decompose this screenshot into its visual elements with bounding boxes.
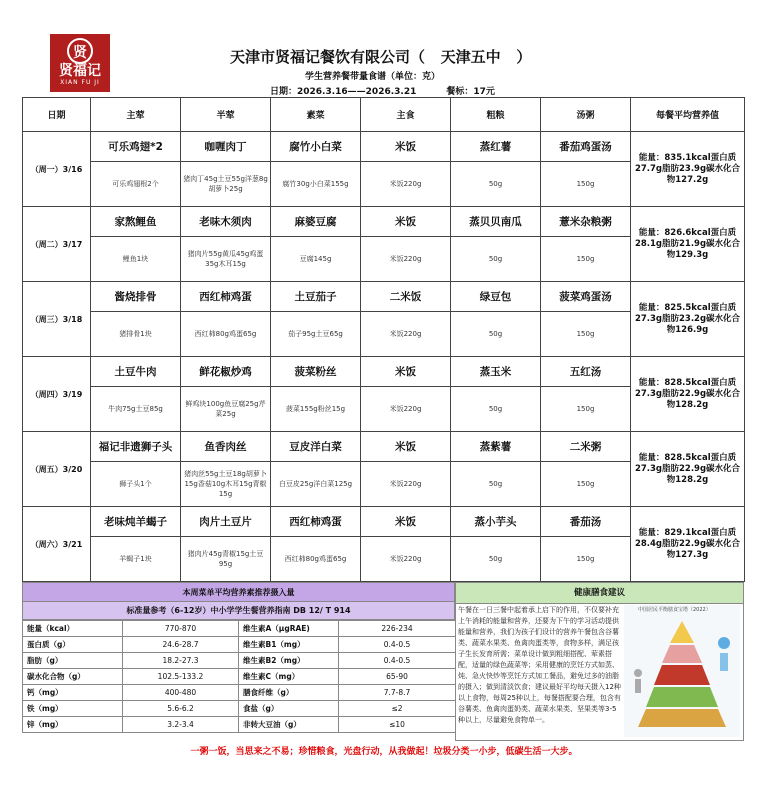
dish-ingredients: 米饭220g	[361, 387, 451, 432]
advice-panel-title: 健康膳食建议	[456, 583, 743, 604]
pyramid-icon	[624, 613, 740, 731]
dish-ingredients: 米饭220g	[361, 462, 451, 507]
column-header: 半荤	[181, 98, 271, 132]
nutrient-range: 5.6-6.2	[123, 701, 239, 717]
dish-name: 麻婆豆腐	[271, 207, 361, 237]
nutrient-range: ≤2	[339, 701, 456, 717]
dish-name: 西红柿鸡蛋	[271, 507, 361, 537]
dish-ingredients: 50g	[451, 462, 541, 507]
nutrition-table	[22, 620, 456, 733]
dish-ingredients: 猪肉片55g黄瓜45g鸡蛋35g木耳15g	[181, 237, 271, 282]
dish-name: 米饭	[361, 207, 451, 237]
nutrient-name: 维生素C（mg）	[239, 669, 339, 685]
dish-name: 二米饭	[361, 282, 451, 312]
dish-ingredients: 米饭220g	[361, 312, 451, 357]
dish-ingredients: 猪肉丁45g土豆55g洋葱8g胡萝卜25g	[181, 162, 271, 207]
dish-name: 米饭	[361, 357, 451, 387]
page-title: 天津市贤福记餐饮有限公司（ 天津五中 ）	[230, 48, 532, 66]
dish-name: 五红汤	[541, 357, 631, 387]
dish-name: 番茄鸡蛋汤	[541, 132, 631, 162]
dish-ingredients: 茄子95g土豆65g	[271, 312, 361, 357]
menu-dish-row	[23, 357, 745, 387]
dish-ingredients: 150g	[541, 312, 631, 357]
nutrient-name: 非转大豆油（g）	[239, 717, 339, 733]
page-subtitle: 学生营养餐带量食谱（单位：克）	[305, 72, 441, 82]
menu-dish-row	[23, 132, 745, 162]
nutrition-value: 能量：828.5kcal蛋白质27.3g脂肪22.9g碳水化合物128.2g	[631, 432, 745, 507]
dish-ingredients: 50g	[451, 537, 541, 582]
nutrition-value: 能量：829.1kcal蛋白质28.4g脂肪22.9g碳水化合物127.3g	[631, 507, 745, 582]
nutrition-row	[23, 701, 456, 717]
dish-name: 鱼香肉丝	[181, 432, 271, 462]
dish-ingredients: 150g	[541, 237, 631, 282]
nutrition-standard: 标准量参考（6-12岁）中小学学生餐营养指南 DB 12/ T 914	[22, 602, 455, 620]
nutrient-range: 400-480	[123, 685, 239, 701]
dish-name: 老味木须肉	[181, 207, 271, 237]
nutrition-row	[23, 717, 456, 733]
advice-panel	[455, 582, 744, 741]
dish-name: 蒸紫薯	[451, 432, 541, 462]
column-header: 主荤	[91, 98, 181, 132]
dish-name: 蒸小芋头	[451, 507, 541, 537]
menu-dish-row	[23, 507, 745, 537]
meal-fee: 餐标：17元	[446, 87, 495, 97]
advice-text: 午餐在一日三餐中起着承上启下的作用，不仅要补充上午消耗的能量和营养，还要为下午的学习活动提供能量和营养，我们为孩子们设计的营养午餐包含谷薯类、蔬菜水果类、鱼禽肉蛋类等，食物多样，满足孩子生长发育所需；菜单设计做到粗细搭配、荤素搭配，适量的绿色蔬菜等；采用健康的烹饪方式如蒸、炖、急火快炒等烹饪方式加工餐品，避免过多的油脂的摄入；做到清淡饮食；建议最好平均每天摄入12种以上食物，每周25种以上，每餐搭配要合理，包含有谷薯类、鱼禽肉蛋奶类、蔬菜水果类、坚果类等3-5种以上，尽量避免食物单一。	[458, 606, 621, 724]
dish-name: 家熬鲤鱼	[91, 207, 181, 237]
date-range: 日期：2026.3.16——2026.3.21	[270, 87, 417, 97]
lower-section	[22, 582, 744, 741]
nutrient-name: 维生素B1（mg）	[239, 637, 339, 653]
day-label: （周三）3/18	[23, 282, 91, 357]
menu-dish-row	[23, 282, 745, 312]
column-header: 汤粥	[541, 98, 631, 132]
nutrient-name: 脂肪（g）	[23, 653, 123, 669]
nutrient-name: 能量（kcal）	[23, 621, 123, 637]
dish-name: 菠菜粉丝	[271, 357, 361, 387]
logo-seal-icon: 贤	[67, 38, 93, 64]
dish-ingredients: 150g	[541, 162, 631, 207]
dish-ingredients: 猪肉丝55g土豆18g胡萝卜15g香菇10g木耳15g青椒15g	[181, 462, 271, 507]
dish-ingredients: 50g	[451, 387, 541, 432]
dish-ingredients: 猪排骨1块	[91, 312, 181, 357]
nutrient-name: 碳水化合物（g）	[23, 669, 123, 685]
dish-ingredients: 鲤鱼1块	[91, 237, 181, 282]
dish-name: 菠菜鸡蛋汤	[541, 282, 631, 312]
company-logo	[50, 34, 110, 92]
dish-ingredients: 西红柿80g鸡蛋65g	[181, 312, 271, 357]
menu-table	[22, 97, 745, 582]
dish-name: 米饭	[361, 507, 451, 537]
day-label: （周六）3/21	[23, 507, 91, 582]
nutrient-name: 膳食纤维（g）	[239, 685, 339, 701]
menu-body	[23, 132, 745, 582]
column-header: 主食	[361, 98, 451, 132]
pyramid-caption: 中国居民平衡膳食宝塔（2022）	[638, 607, 711, 613]
dish-ingredients: 150g	[541, 537, 631, 582]
dish-ingredients: 50g	[451, 312, 541, 357]
dish-ingredients: 鲜鸡块100g鱼豆腐25g芹菜25g	[181, 387, 271, 432]
dish-name: 腐竹小白菜	[271, 132, 361, 162]
dish-name: 土豆茄子	[271, 282, 361, 312]
dish-ingredients: 50g	[451, 162, 541, 207]
nutrient-name: 锌（mg）	[23, 717, 123, 733]
day-label: （周二）3/17	[23, 207, 91, 282]
column-header: 每餐平均营养值	[631, 98, 745, 132]
logo-text: 贤福记	[59, 63, 101, 79]
dish-name: 绿豆包	[451, 282, 541, 312]
dish-ingredients: 可乐鸡翅根2个	[91, 162, 181, 207]
day-label: （周四）3/19	[23, 357, 91, 432]
dish-name: 薏米杂粮粥	[541, 207, 631, 237]
nutrition-value: 能量：826.6kcal蛋白质28.1g脂肪21.9g碳水化合物129.3g	[631, 207, 745, 282]
dish-name: 土豆牛肉	[91, 357, 181, 387]
nutrient-name: 蛋白质（g）	[23, 637, 123, 653]
dish-name: 蒸贝贝南瓜	[451, 207, 541, 237]
dish-name: 米饭	[361, 432, 451, 462]
food-pyramid-image	[624, 605, 740, 737]
dish-ingredients: 米饭220g	[361, 237, 451, 282]
dish-name: 番茄汤	[541, 507, 631, 537]
dish-name: 咖喱肉丁	[181, 132, 271, 162]
dish-name: 鲜花椒炒鸡	[181, 357, 271, 387]
nutrition-value: 能量：825.5kcal蛋白质27.3g脂肪23.2g碳水化合物126.9g	[631, 282, 745, 357]
dish-ingredients: 150g	[541, 387, 631, 432]
dish-name: 可乐鸡翅*2	[91, 132, 181, 162]
nutrient-range: 226-234	[339, 621, 456, 637]
dish-name: 二米粥	[541, 432, 631, 462]
nutrition-row	[23, 637, 456, 653]
nutrition-row	[23, 685, 456, 701]
nutrient-range: 102.5-133.2	[123, 669, 239, 685]
dish-name: 福记非遗狮子头	[91, 432, 181, 462]
dish-ingredients: 猪肉片45g青椒15g土豆95g	[181, 537, 271, 582]
nutrient-range: 770-870	[123, 621, 239, 637]
day-label: （周五）3/20	[23, 432, 91, 507]
dish-name: 豆皮洋白菜	[271, 432, 361, 462]
dish-ingredients: 羊蝎子1块	[91, 537, 181, 582]
dish-ingredients: 白豆皮25g洋白菜125g	[271, 462, 361, 507]
dish-name: 老味炖羊蝎子	[91, 507, 181, 537]
nutrient-range: 3.2-3.4	[123, 717, 239, 733]
dish-name: 酱烧排骨	[91, 282, 181, 312]
dish-name: 蒸红薯	[451, 132, 541, 162]
nutrition-value: 能量：828.5kcal蛋白质27.3g脂肪22.9g碳水化合物128.2g	[631, 357, 745, 432]
dish-ingredients: 西红柿80g鸡蛋65g	[271, 537, 361, 582]
nutrient-name: 维生素A（μgRAE)	[239, 621, 339, 637]
menu-header-row	[23, 98, 745, 132]
logo-english: XIAN FU JI	[60, 79, 100, 86]
nutrition-panel	[22, 582, 455, 741]
dish-ingredients: 米饭220g	[361, 162, 451, 207]
dish-ingredients: 豆腐145g	[271, 237, 361, 282]
day-label: （周一）3/16	[23, 132, 91, 207]
date-line	[270, 84, 525, 97]
nutrient-name: 铁（mg）	[23, 701, 123, 717]
column-header: 粗粮	[451, 98, 541, 132]
nutrient-range: ≤10	[339, 717, 456, 733]
nutrient-range: 0.4-0.5	[339, 637, 456, 653]
nutrient-range: 65-90	[339, 669, 456, 685]
dish-name: 肉片土豆片	[181, 507, 271, 537]
dish-ingredients: 米饭220g	[361, 537, 451, 582]
column-header: 日期	[23, 98, 91, 132]
menu-dish-row	[23, 432, 745, 462]
footer-slogan: 一粥一饭，当思来之不易；珍惜粮食，光盘行动，从我做起！垃圾分类一小步，低碳生活一大步。	[190, 747, 578, 757]
dish-ingredients: 50g	[451, 237, 541, 282]
nutrient-name: 维生素B2（mg）	[239, 653, 339, 669]
column-header: 素菜	[271, 98, 361, 132]
dish-ingredients: 150g	[541, 462, 631, 507]
dish-name: 米饭	[361, 132, 451, 162]
nutrition-panel-title: 本周菜单平均营养素推荐摄入量	[22, 582, 455, 602]
nutrition-row	[23, 669, 456, 685]
dish-name: 西红柿鸡蛋	[181, 282, 271, 312]
dish-ingredients: 狮子头1个	[91, 462, 181, 507]
dish-ingredients: 腐竹30g小白菜155g	[271, 162, 361, 207]
nutrient-range: 7.7-8.7	[339, 685, 456, 701]
nutrition-row	[23, 653, 456, 669]
nutrition-value: 能量：835.1kcal蛋白质27.7g脂肪23.9g碳水化合物127.2g	[631, 132, 745, 207]
nutrient-name: 钙（mg）	[23, 685, 123, 701]
nutrient-range: 24.6-28.7	[123, 637, 239, 653]
nutrition-row	[23, 621, 456, 637]
menu-dish-row	[23, 207, 745, 237]
dish-ingredients: 牛肉75g土豆85g	[91, 387, 181, 432]
nutrient-range: 0.4-0.5	[339, 653, 456, 669]
dish-name: 蒸玉米	[451, 357, 541, 387]
nutrient-range: 18.2-27.3	[123, 653, 239, 669]
nutrient-name: 食盐（g）	[239, 701, 339, 717]
dish-ingredients: 菠菜155g粉丝15g	[271, 387, 361, 432]
